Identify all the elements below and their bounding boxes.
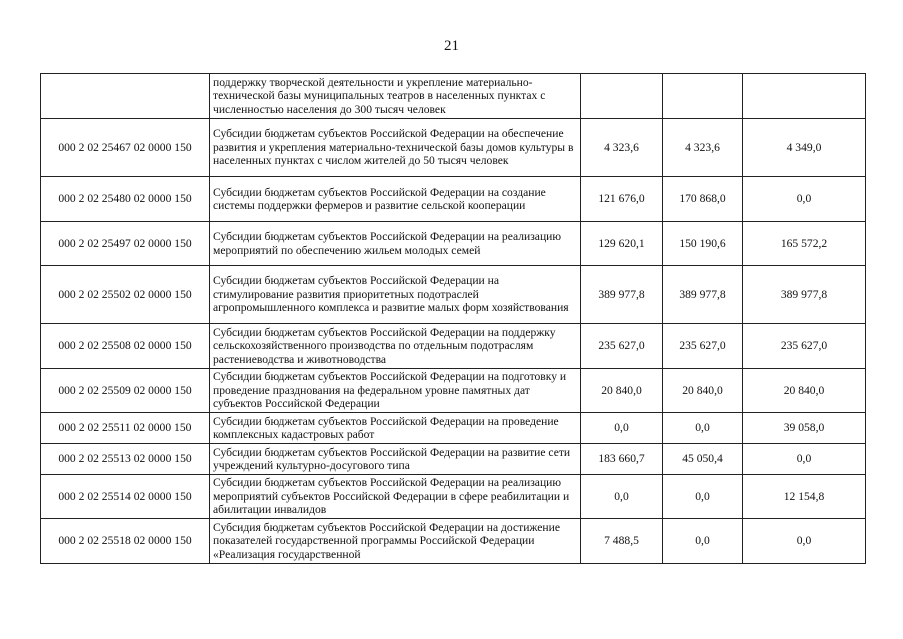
table-row <box>41 369 866 413</box>
table-row <box>41 74 866 119</box>
budget-table <box>40 73 866 564</box>
row-code: 000 2 02 25467 02 0000 150 <box>41 119 210 177</box>
row-value-2: 0,0 <box>663 519 743 564</box>
row-value-1: 20 840,0 <box>581 369 663 413</box>
row-description: Субсидии бюджетам субъектов Российской Федерации на реализацию мероприятий по обеспечению жильем молодых семей <box>210 222 581 266</box>
row-value-2: 150 190,6 <box>663 222 743 266</box>
row-code: 000 2 02 25511 02 0000 150 <box>41 413 210 444</box>
row-value-1: 183 660,7 <box>581 444 663 475</box>
row-value-1: 4 323,6 <box>581 119 663 177</box>
row-code: 000 2 02 25508 02 0000 150 <box>41 324 210 369</box>
row-value-1: 7 488,5 <box>581 519 663 564</box>
row-value-2: 0,0 <box>663 475 743 519</box>
table-row <box>41 266 866 324</box>
row-value-2: 170 868,0 <box>663 177 743 222</box>
row-description: Субсидии бюджетам субъектов Российской Федерации на реализацию мероприятий субъектов Российской Федерации в сфере реабилитации и абилитации инвалидов <box>210 475 581 519</box>
table-row <box>41 177 866 222</box>
row-value-3: 39 058,0 <box>743 413 866 444</box>
row-value-3: 4 349,0 <box>743 119 866 177</box>
row-description: Субсидии бюджетам субъектов Российской Федерации на создание системы поддержки фермеров и развитие сельской кооперации <box>210 177 581 222</box>
row-value-2: 389 977,8 <box>663 266 743 324</box>
row-code: 000 2 02 25480 02 0000 150 <box>41 177 210 222</box>
row-value-2: 45 050,4 <box>663 444 743 475</box>
row-value-2: 20 840,0 <box>663 369 743 413</box>
row-code: 000 2 02 25518 02 0000 150 <box>41 519 210 564</box>
table-row <box>41 413 866 444</box>
row-description: Субсидии бюджетам субъектов Российской Федерации на стимулирование развития приоритетных подотраслей агропромышленного комплекса и развитие малых форм хозяйствования <box>210 266 581 324</box>
row-value-3: 389 977,8 <box>743 266 866 324</box>
row-description: Субсидия бюджетам субъектов Российской Федерации на достижение показателей государственной программы Российской Федерации «Реализация государственной <box>210 519 581 564</box>
row-code: 000 2 02 25497 02 0000 150 <box>41 222 210 266</box>
table-row <box>41 444 866 475</box>
row-value-1: 0,0 <box>581 475 663 519</box>
row-value-3: 20 840,0 <box>743 369 866 413</box>
row-value-3: 0,0 <box>743 177 866 222</box>
table-row <box>41 519 866 564</box>
row-value-3: 235 627,0 <box>743 324 866 369</box>
table-row <box>41 119 866 177</box>
row-value-3: 0,0 <box>743 519 866 564</box>
row-value-1 <box>581 74 663 119</box>
row-code: 000 2 02 25513 02 0000 150 <box>41 444 210 475</box>
row-description: Субсидии бюджетам субъектов Российской Федерации на поддержку сельскохозяйственного производства по отдельным подотраслям растениеводства и животноводства <box>210 324 581 369</box>
table-row <box>41 475 866 519</box>
row-description: Субсидии бюджетам субъектов Российской Федерации на обеспечение развития и укрепления материально-технической базы домов культуры в населенных пунктах с числом жителей до 50 тысяч человек <box>210 119 581 177</box>
row-value-1: 129 620,1 <box>581 222 663 266</box>
row-value-1: 0,0 <box>581 413 663 444</box>
row-value-3 <box>743 74 866 119</box>
row-code: 000 2 02 25514 02 0000 150 <box>41 475 210 519</box>
row-value-1: 389 977,8 <box>581 266 663 324</box>
row-code <box>41 74 210 119</box>
table-row <box>41 222 866 266</box>
row-value-2: 235 627,0 <box>663 324 743 369</box>
row-value-2: 0,0 <box>663 413 743 444</box>
row-description: Субсидии бюджетам субъектов Российской Федерации на проведение комплексных кадастровых работ <box>210 413 581 444</box>
row-value-3: 12 154,8 <box>743 475 866 519</box>
row-code: 000 2 02 25502 02 0000 150 <box>41 266 210 324</box>
row-value-3: 165 572,2 <box>743 222 866 266</box>
table-row <box>41 324 866 369</box>
row-description: Субсидии бюджетам субъектов Российской Федерации на подготовку и проведение празднования на федеральном уровне памятных дат субъектов Российской Федерации <box>210 369 581 413</box>
row-code: 000 2 02 25509 02 0000 150 <box>41 369 210 413</box>
row-value-1: 235 627,0 <box>581 324 663 369</box>
page-number: 21 <box>444 38 459 54</box>
row-description: поддержку творческой деятельности и укрепление материально-технической базы муниципальных театров в населенных пунктах с численностью населения до 300 тысяч человек <box>210 74 581 119</box>
row-value-2: 4 323,6 <box>663 119 743 177</box>
row-value-3: 0,0 <box>743 444 866 475</box>
row-value-1: 121 676,0 <box>581 177 663 222</box>
row-description: Субсидии бюджетам субъектов Российской Федерации на развитие сети учреждений культурно-досугового типа <box>210 444 581 475</box>
row-value-2 <box>663 74 743 119</box>
